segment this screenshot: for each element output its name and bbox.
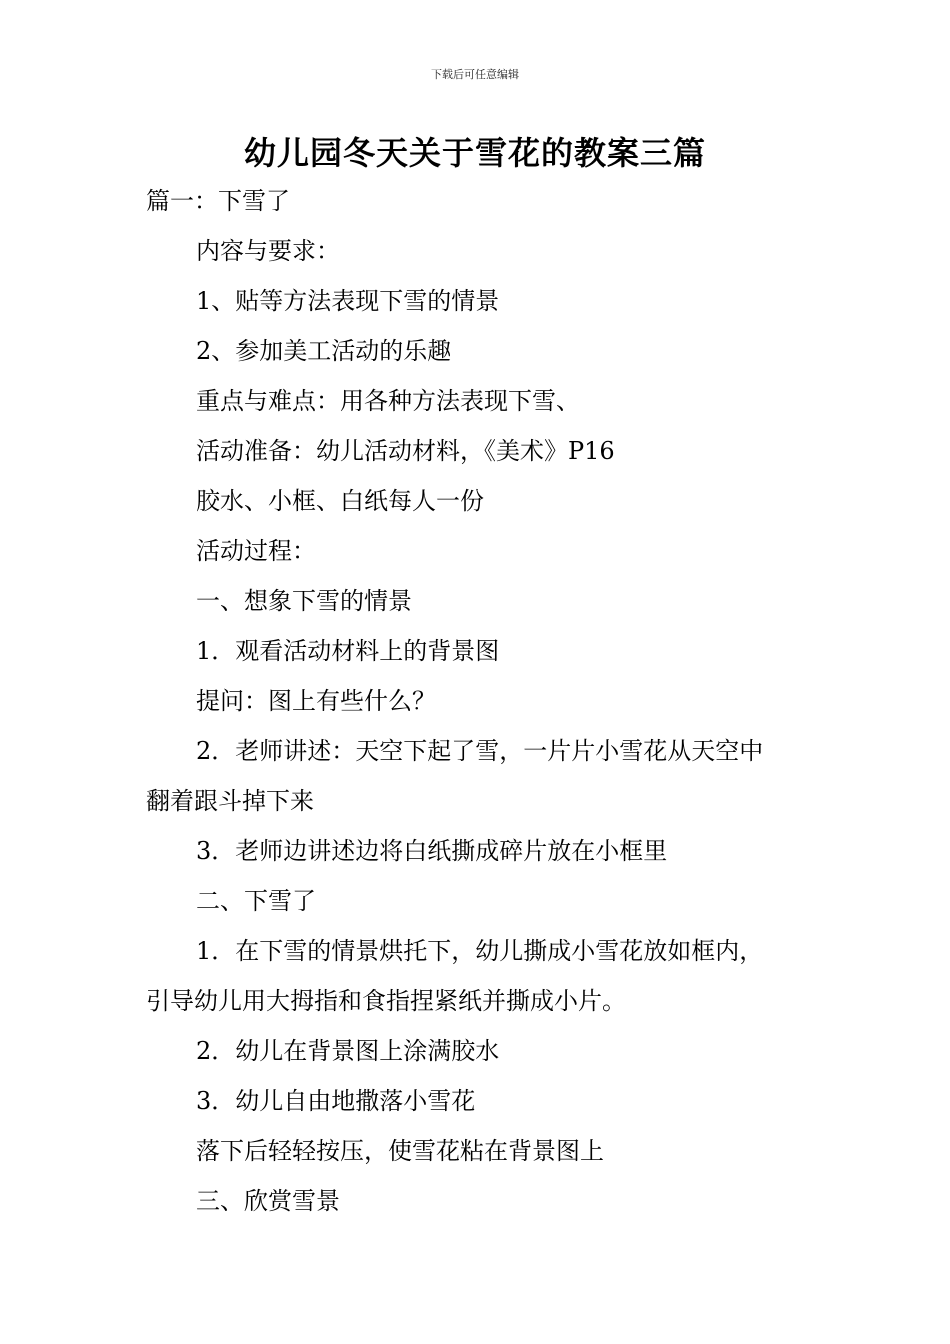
body-line-6: 活动准备：幼儿活动材料，《美术》P16 [196,437,615,465]
header-note: 下载后可任意编辑 [431,68,519,81]
body-line-17: 引导幼儿用大拇指和食指捏紧纸并撕成小片。 [146,987,626,1015]
document-body [146,176,816,1226]
body-line-21: 三、欣赏雪景 [196,1187,340,1215]
body-line-5: 重点与难点：用各种方法表现下雪、 [196,387,580,415]
body-line-2: 内容与要求： [196,237,340,265]
body-line-13: 翻着跟斗掉下来 [146,787,314,815]
body-line-14: 3．老师边讲述边将白纸撕成碎片放在小框里 [196,837,668,865]
document-title: 幼儿园冬天关于雪花的教案三篇 [243,134,706,172]
body-line-10: 1．观看活动材料上的背景图 [196,637,500,665]
body-line-16: 1．在下雪的情景烘托下，幼儿撕成小雪花放如框内， [196,937,764,965]
body-line-9: 一、想象下雪的情景 [196,587,412,615]
body-line-4: 2、参加美工活动的乐趣 [196,337,452,365]
body-line-15: 二、下雪了 [196,887,316,915]
body-line-11: 提问：图上有些什么？ [196,687,436,715]
body-line-18: 2．幼儿在背景图上涂满胶水 [196,1037,500,1065]
body-line-3: 1、贴等方法表现下雪的情景 [196,287,500,315]
body-line-7: 胶水、小框、白纸每人一份 [196,487,484,515]
body-line-1: 篇一：下雪了 [146,187,290,215]
body-line-19: 3．幼儿自由地撒落小雪花 [196,1087,476,1115]
body-line-20: 落下后轻轻按压，使雪花粘在背景图上 [196,1137,604,1165]
body-line-12: 2．老师讲述：天空下起了雪，一片片小雪花从天空中 [196,737,764,765]
body-line-8: 活动过程： [196,537,316,565]
